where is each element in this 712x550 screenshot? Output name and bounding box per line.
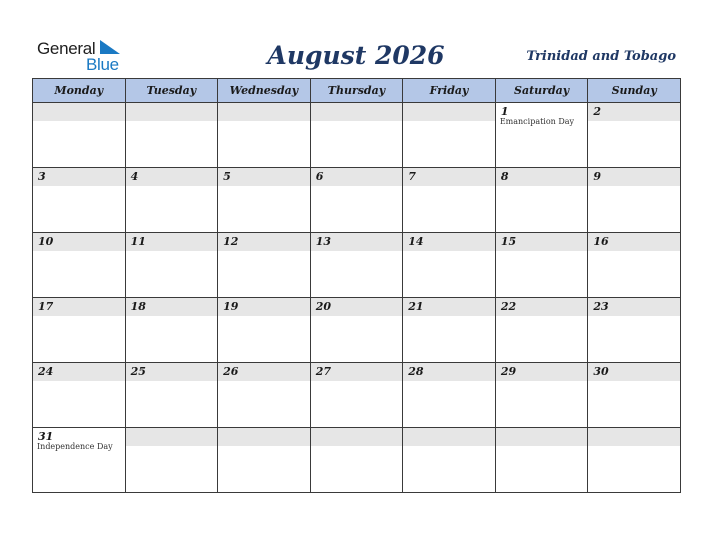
day-header-bar bbox=[311, 363, 403, 381]
day-number: 27 bbox=[315, 365, 331, 378]
day-number: 7 bbox=[408, 170, 416, 183]
day-cell bbox=[33, 233, 126, 298]
weekday-header: Saturday bbox=[495, 79, 588, 103]
day-header-bar bbox=[126, 428, 218, 446]
day-header-bar bbox=[496, 233, 588, 251]
day-cell bbox=[218, 168, 311, 233]
day-header-bar bbox=[311, 298, 403, 316]
day-cell bbox=[125, 168, 218, 233]
week-row bbox=[33, 298, 681, 363]
day-header-bar bbox=[588, 103, 680, 121]
day-number: 14 bbox=[408, 235, 424, 248]
day-header-bar bbox=[403, 233, 495, 251]
day-number: 4 bbox=[130, 170, 139, 183]
day-header-bar bbox=[496, 103, 588, 117]
day-number: 19 bbox=[223, 300, 239, 313]
day-header-bar bbox=[403, 428, 495, 446]
day-cell bbox=[588, 298, 681, 363]
day-cell bbox=[310, 168, 403, 233]
day-header-bar bbox=[403, 103, 495, 121]
day-number: 29 bbox=[500, 365, 517, 378]
day-header-bar bbox=[33, 363, 125, 381]
day-cell bbox=[495, 168, 588, 233]
brand-word-blue: Blue bbox=[86, 55, 119, 74]
day-cell bbox=[403, 103, 496, 168]
day-header-bar bbox=[218, 103, 310, 121]
day-header-bar bbox=[588, 363, 680, 381]
day-header-bar bbox=[126, 233, 218, 251]
day-cell bbox=[33, 363, 126, 428]
day-cell bbox=[588, 363, 681, 428]
day-header-bar bbox=[126, 363, 218, 381]
day-header-bar bbox=[403, 168, 495, 186]
day-cell bbox=[495, 428, 588, 493]
page-title: August 2026 bbox=[267, 41, 445, 70]
day-header-bar bbox=[218, 233, 310, 251]
day-cell bbox=[33, 428, 126, 493]
day-header-bar bbox=[218, 363, 310, 381]
day-number: 22 bbox=[500, 300, 517, 313]
day-cell bbox=[310, 103, 403, 168]
day-number: 25 bbox=[130, 365, 146, 378]
day-cell bbox=[403, 363, 496, 428]
holiday-label: Emancipation Day bbox=[499, 117, 575, 126]
day-cell bbox=[33, 168, 126, 233]
day-header-bar bbox=[496, 168, 588, 186]
week-row bbox=[33, 233, 681, 298]
day-number: 28 bbox=[408, 365, 424, 378]
day-header-bar bbox=[311, 233, 403, 251]
weekday-header: Friday bbox=[403, 79, 496, 103]
day-cell bbox=[588, 103, 681, 168]
day-number: 24 bbox=[38, 365, 54, 378]
day-cell bbox=[125, 428, 218, 493]
day-number: 6 bbox=[315, 170, 324, 183]
day-number: 1 bbox=[500, 105, 509, 118]
day-header-bar bbox=[311, 428, 403, 446]
day-cell bbox=[495, 103, 588, 168]
day-number: 5 bbox=[223, 170, 231, 183]
brand-word-general: General bbox=[37, 39, 96, 58]
day-cell bbox=[588, 168, 681, 233]
weekday-header: Sunday bbox=[588, 79, 681, 103]
weekday-header: Wednesday bbox=[218, 79, 311, 103]
day-cell bbox=[403, 298, 496, 363]
day-header-bar bbox=[33, 103, 125, 121]
weekday-header: Thursday bbox=[310, 79, 403, 103]
country-name: Trinidad and Tobago bbox=[526, 49, 676, 64]
day-cell bbox=[125, 298, 218, 363]
day-number: 15 bbox=[500, 235, 517, 248]
day-cell bbox=[125, 363, 218, 428]
day-header-bar bbox=[403, 363, 495, 381]
day-cell bbox=[33, 298, 126, 363]
day-header-bar bbox=[403, 298, 495, 316]
day-header-bar bbox=[218, 168, 310, 186]
calendar-grid bbox=[32, 78, 681, 493]
day-header-bar bbox=[496, 298, 588, 316]
day-cell bbox=[403, 168, 496, 233]
day-number: 3 bbox=[38, 170, 46, 183]
day-cell bbox=[588, 233, 681, 298]
week-row bbox=[33, 168, 681, 233]
day-cell bbox=[218, 428, 311, 493]
day-cell bbox=[403, 233, 496, 298]
day-header-bar bbox=[33, 233, 125, 251]
day-header-bar bbox=[126, 298, 218, 316]
day-number: 8 bbox=[500, 170, 509, 183]
day-number: 26 bbox=[223, 365, 239, 378]
day-header-bar bbox=[218, 298, 310, 316]
day-number: 30 bbox=[593, 365, 609, 378]
day-header-bar bbox=[311, 103, 403, 121]
day-header-bar bbox=[588, 233, 680, 251]
day-header-bar bbox=[33, 168, 125, 186]
day-cell bbox=[310, 298, 403, 363]
day-header-bar bbox=[588, 428, 680, 446]
weekday-header-row bbox=[33, 79, 681, 103]
day-number: 23 bbox=[593, 300, 609, 313]
day-cell bbox=[218, 233, 311, 298]
week-row bbox=[33, 428, 681, 493]
day-header-bar bbox=[126, 168, 218, 186]
day-cell bbox=[495, 363, 588, 428]
day-number: 16 bbox=[593, 235, 609, 248]
day-number: 9 bbox=[593, 170, 602, 183]
day-cell bbox=[310, 428, 403, 493]
holiday-label: Independence Day bbox=[37, 442, 113, 451]
day-cell bbox=[33, 103, 126, 168]
day-cell bbox=[403, 428, 496, 493]
day-cell bbox=[588, 428, 681, 493]
day-number: 12 bbox=[223, 235, 239, 248]
day-number: 13 bbox=[315, 235, 331, 248]
day-cell bbox=[125, 103, 218, 168]
day-header-bar bbox=[588, 168, 680, 186]
day-header-bar bbox=[218, 428, 310, 446]
day-header-bar bbox=[126, 103, 218, 121]
day-cell bbox=[218, 103, 311, 168]
day-header-bar bbox=[33, 298, 125, 316]
day-number: 21 bbox=[408, 300, 424, 313]
day-number: 10 bbox=[38, 235, 54, 248]
day-number: 20 bbox=[315, 300, 331, 313]
day-cell bbox=[495, 233, 588, 298]
day-header-bar bbox=[311, 168, 403, 186]
week-row bbox=[33, 363, 681, 428]
day-cell bbox=[218, 363, 311, 428]
day-cell bbox=[310, 233, 403, 298]
day-number: 17 bbox=[38, 300, 54, 313]
day-header-bar bbox=[496, 428, 588, 446]
day-cell bbox=[495, 298, 588, 363]
day-number: 11 bbox=[130, 235, 146, 248]
day-number: 31 bbox=[38, 430, 54, 443]
weekday-header: Tuesday bbox=[125, 79, 218, 103]
day-cell bbox=[218, 298, 311, 363]
day-cell bbox=[310, 363, 403, 428]
day-header-bar bbox=[496, 363, 588, 381]
day-cell bbox=[125, 233, 218, 298]
day-number: 2 bbox=[593, 105, 602, 118]
day-header-bar bbox=[588, 298, 680, 316]
weekday-header: Monday bbox=[33, 79, 126, 103]
week-row bbox=[33, 103, 681, 168]
day-header-bar bbox=[33, 428, 125, 442]
day-number: 18 bbox=[130, 300, 146, 313]
